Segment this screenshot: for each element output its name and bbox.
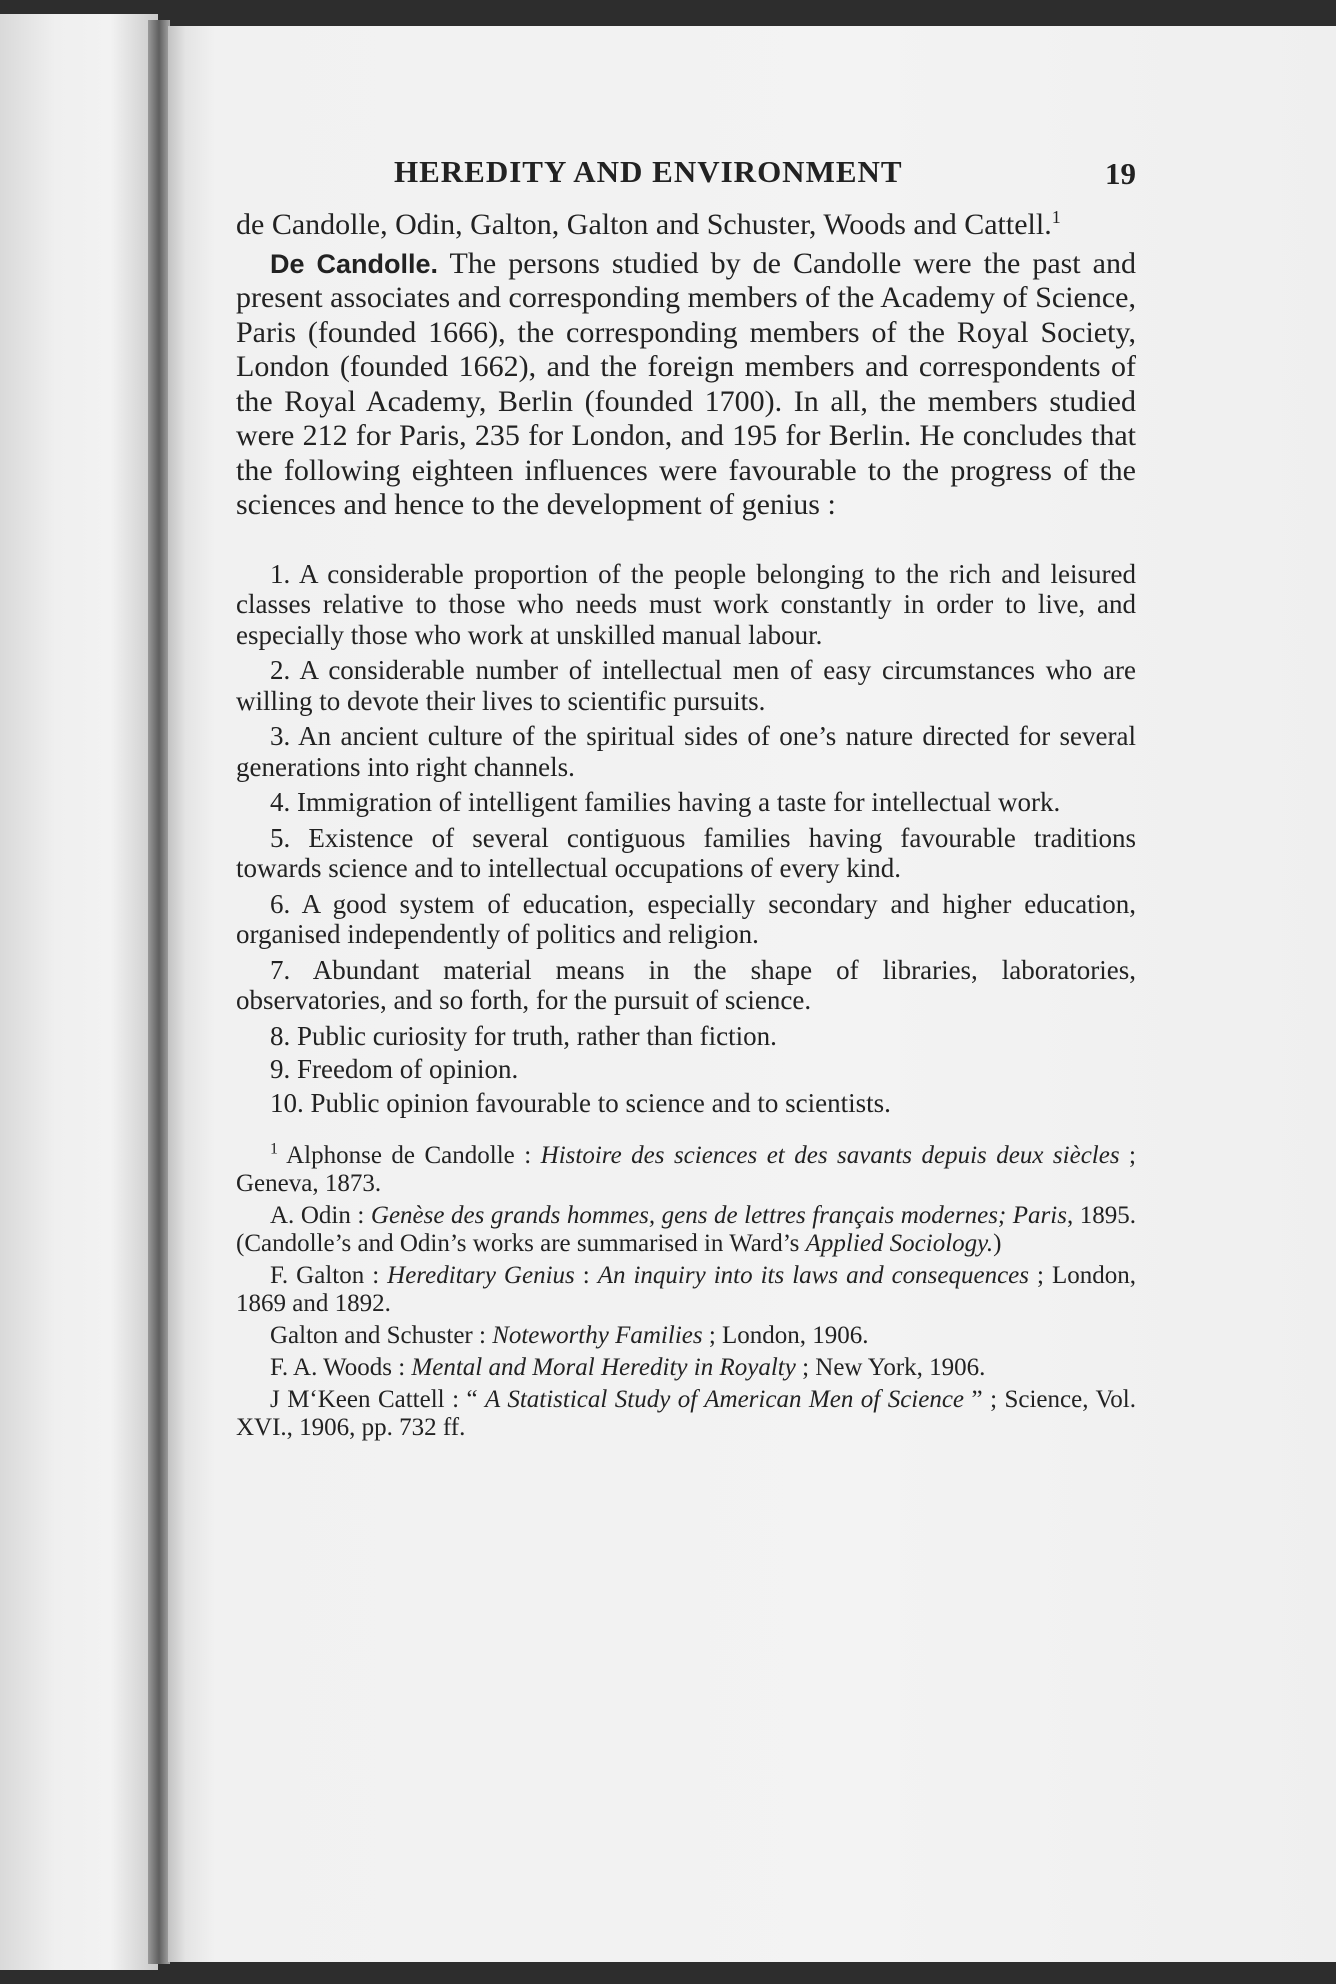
footnote-text: ; New York, 1906. [795, 1354, 986, 1381]
footnote-title: Applied Sociology. [805, 1230, 994, 1257]
running-head [236, 150, 1136, 202]
footnote-title: Hereditary Genius [387, 1262, 575, 1289]
footnote-3 [236, 1262, 1136, 1318]
footnote-title: Mental and Moral Heredity in Royalty [411, 1354, 796, 1381]
footnote-title: An inquiry into its laws and consequences [597, 1262, 1030, 1289]
footnote-text: F. Galton : [270, 1262, 388, 1289]
influences-list [236, 559, 1136, 1119]
footnote-text: Alphonse de Candolle : [278, 1142, 541, 1169]
footnote-text: J M‘Keen Cattell : “ [270, 1386, 486, 1413]
footnote-title: Noteworthy Families [492, 1322, 703, 1349]
footnote-text: Galton and Schuster : [270, 1322, 493, 1349]
list-item: 9. Freedom of opinion. [270, 1054, 519, 1084]
section-text: The persons studied by de Candolle were the past and present associates and corresponding members of the Academy of Science, Paris (founded 1666), the corresponding members of the Royal Society, London (founded 1662), and the foreign members and correspondents of the Royal Academy, Berlin (founded 1700). In all, the members studied were 212 for Paris, 235 for London, and 195 for Berlin. He concludes that the following eighteen influences were favourable to the progress of the sciences and hence to the development of genius : [236, 246, 1136, 521]
footnote-text: ” ; Science, Vol. XVI., 1906, pp. 732 ff. [236, 1386, 1137, 1441]
intro-text: de Candolle, Odin, Galton, Galton and Schuster, Woods and Cattell. [236, 208, 1052, 241]
left-page-edge [0, 14, 158, 1970]
footnote-text: ; London, 1906. [702, 1322, 869, 1349]
footnote-5 [236, 1354, 1136, 1382]
list-item: 1. A considerable proportion of the people belonging to the rich and leisured classes relative to those who needs must work constantly in order to live, and especially those who work at unskilled manual labour. [236, 558, 1136, 650]
footnote-text: ) [993, 1230, 1002, 1257]
running-head-title: HEREDITY AND ENVIRONMENT [394, 154, 903, 189]
footnote-title: Genèse des grands hommes, gens de lettres français modernes; Paris [370, 1202, 1067, 1229]
footnote-1 [236, 1142, 1136, 1198]
list-item: 6. A good system of education, especially secondary and higher education, organised independently of politics and religion. [236, 888, 1136, 949]
list-item: 2. A considerable number of intellectual men of easy circumstances who are willing to devote their lives to scientific pursuits. [236, 655, 1136, 716]
list-item: 10. Public opinion favourable to science and to scientists. [270, 1087, 891, 1118]
list-item: 4. Immigration of intelligent families having a taste for intellectual work. [270, 787, 1061, 817]
footnote-text: ; London, 1869 and 1892. [236, 1262, 1136, 1317]
page-text [236, 150, 1136, 1446]
book-gutter [148, 20, 170, 1964]
footnote-4 [236, 1322, 1136, 1350]
section-paragraph [236, 247, 1136, 523]
footnote-2 [236, 1202, 1136, 1258]
list-item: 8. Public curiosity for truth, rather than fiction. [270, 1020, 777, 1051]
section-heading: De Candolle. [270, 248, 439, 279]
list-item: 7. Abundant material means in the shape of libraries, laboratories, observatories, and so forth, for the pursuit of science. [236, 954, 1136, 1015]
footnotes [236, 1142, 1136, 1442]
intro-paragraph [236, 208, 1136, 243]
footnote-text: ; Geneva, 1873. [236, 1142, 1137, 1197]
list-item: 5. Existence of several contiguous families having favourable traditions towards science and to intellectual occupations of every kind. [236, 822, 1136, 883]
footnote-text: A. Odin : [270, 1202, 371, 1229]
footnote-text: F. A. Woods : [270, 1354, 412, 1381]
footnote-title: Histoire des sciences et des savants depuis deux siècles [540, 1142, 1120, 1169]
footnote-title: A Statistical Study of American Men of Science [485, 1386, 965, 1413]
footnote-number: 1 [270, 1140, 278, 1158]
list-item: 3. An ancient culture of the spiritual sides of one’s nature directed for several generations into right channels. [236, 721, 1136, 782]
footnote-text: , 1895. (Candolle’s and Odin’s works are summarised in Ward’s [236, 1202, 1137, 1257]
footnote-text: : [574, 1262, 598, 1289]
page-number: 19 [1105, 156, 1136, 191]
footnote-marker: 1 [1051, 207, 1061, 227]
footnote-6 [236, 1386, 1136, 1442]
